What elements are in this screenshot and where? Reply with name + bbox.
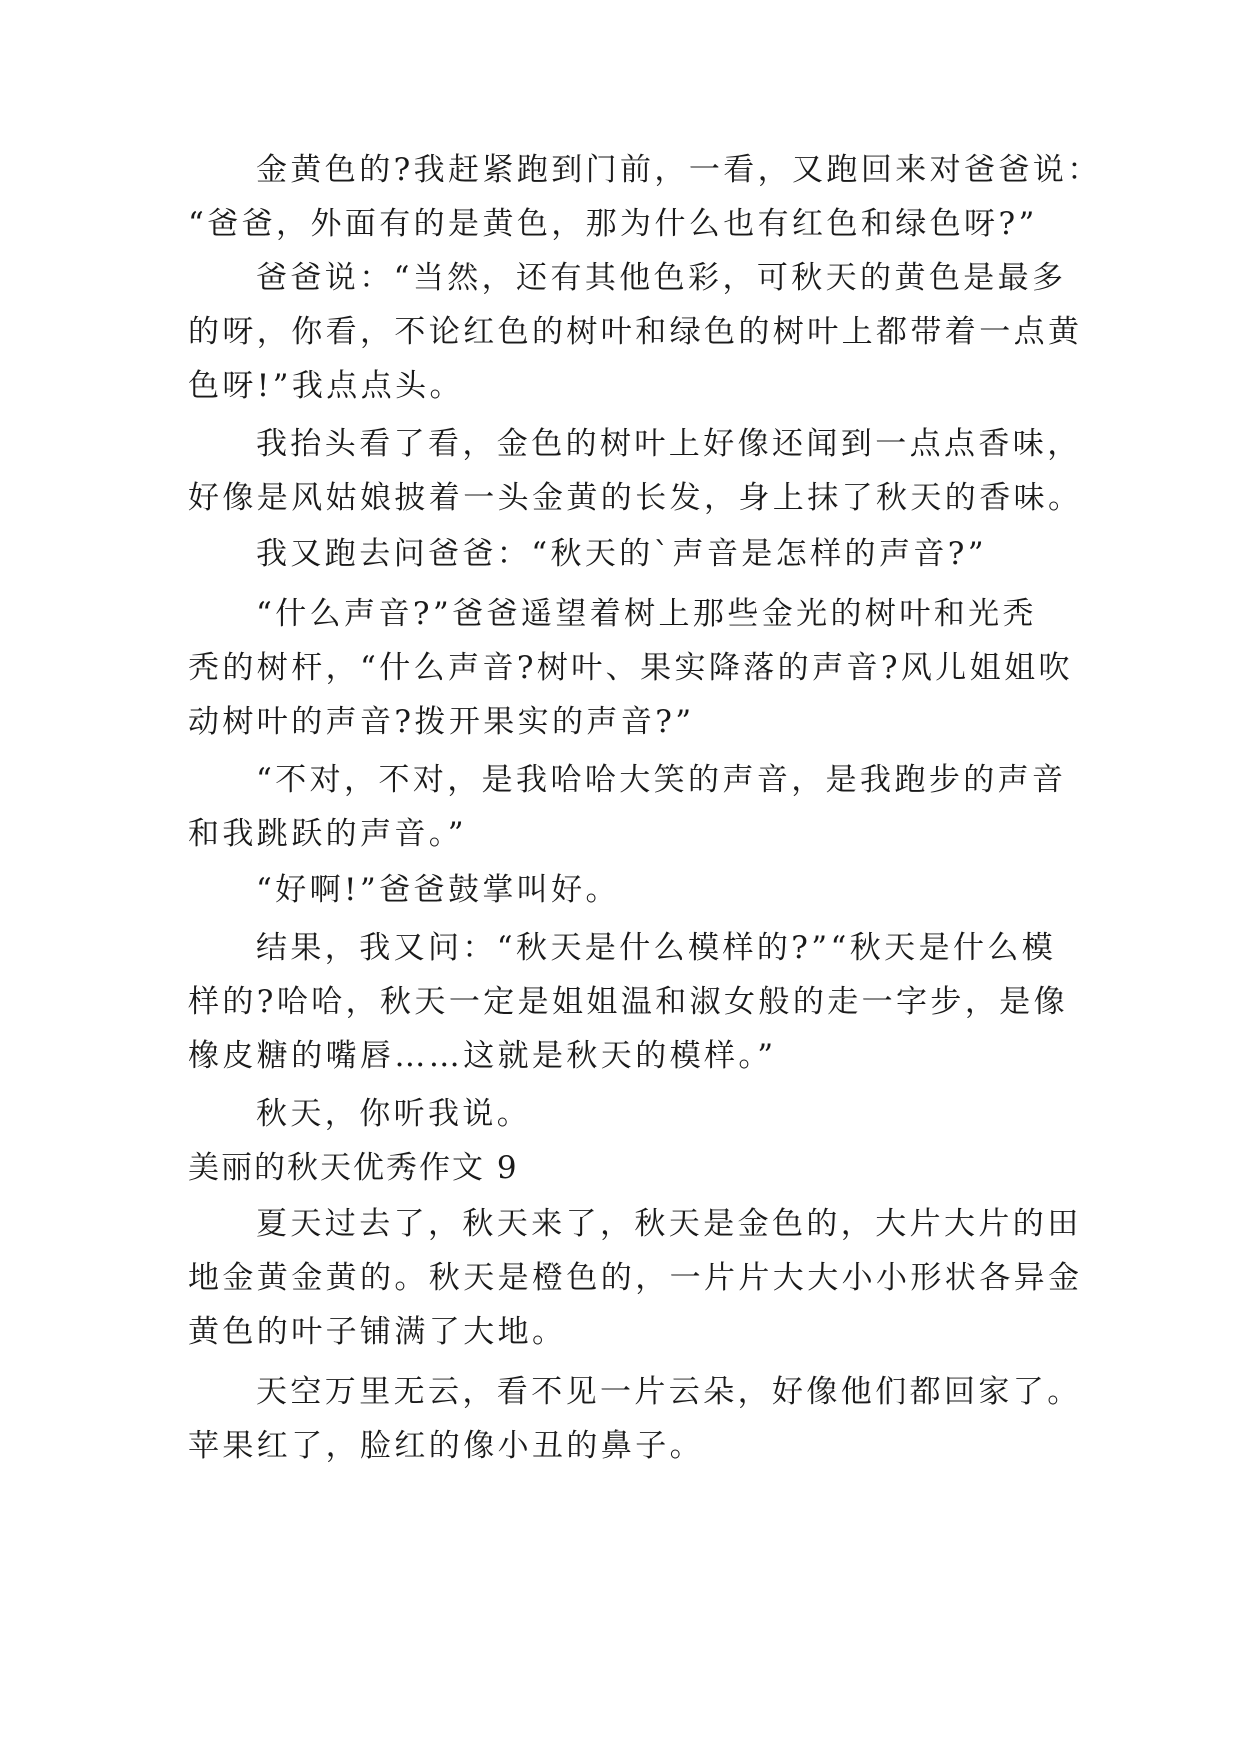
paragraph-line: 夏天过去了，秋天来了，秋天是金色的，大片大片的田 bbox=[256, 1206, 1082, 1242]
section-heading: 美丽的秋天优秀作文 9 bbox=[188, 1150, 519, 1186]
paragraph-line: 结果，我又问：“秋天是什么模样的?”“秋天是什么模 bbox=[256, 930, 1057, 966]
paragraph-line: 我抬头看了看，金色的树叶上好像还闻到一点点香味， bbox=[256, 426, 1082, 462]
paragraph-line: “爸爸，外面有的是黄色，那为什么也有红色和绿色呀?” bbox=[188, 206, 1038, 242]
paragraph-line: “不对，不对，是我哈哈大笑的声音，是我跑步的声音 bbox=[256, 762, 1067, 798]
paragraph-line: 样的?哈哈，秋天一定是姐姐温和淑女般的走一字步，是像 bbox=[188, 984, 1069, 1020]
paragraph-line: 地金黄金黄的。秋天是橙色的，一片片大大小小形状各异金 bbox=[188, 1260, 1083, 1296]
paragraph-line: “好啊!”爸爸鼓掌叫好。 bbox=[256, 872, 620, 908]
paragraph-line: 天空万里无云，看不见一片云朵，好像他们都回家了。 bbox=[256, 1374, 1082, 1410]
paragraph-line: 橡皮糖的嘴唇……这就是秋天的模样。” bbox=[188, 1038, 777, 1074]
paragraph-line: 金黄色的?我赶紧跑到门前，一看，又跑回来对爸爸说： bbox=[256, 152, 1102, 188]
paragraph-line: 色呀!”我点点头。 bbox=[188, 368, 464, 404]
paragraph-line: 动树叶的声音?拨开果实的声音?” bbox=[188, 704, 695, 740]
paragraph-line: 好像是风姑娘披着一头金黄的长发，身上抹了秋天的香味。 bbox=[188, 480, 1083, 516]
paragraph-line: 秋天，你听我说。 bbox=[256, 1096, 532, 1132]
paragraph-line: “什么声音?”爸爸遥望着树上那些金光的树叶和光秃 bbox=[256, 596, 1037, 632]
paragraph-line: 我又跑去问爸爸：“秋天的`声音是怎样的声音?” bbox=[256, 536, 988, 572]
paragraph-line: 爸爸说：“当然，还有其他色彩，可秋天的黄色是最多 bbox=[256, 260, 1067, 296]
paragraph-line: 苹果红了，脸红的像小丑的鼻子。 bbox=[188, 1428, 704, 1464]
paragraph-line: 的呀，你看，不论红色的树叶和绿色的树叶上都带着一点黄 bbox=[188, 314, 1083, 350]
paragraph-line: 秃的树杆，“什么声音?树叶、果实降落的声音?风儿姐姐吹 bbox=[188, 650, 1073, 686]
paragraph-line: 黄色的叶子铺满了大地。 bbox=[188, 1314, 567, 1350]
paragraph-line: 和我跳跃的声音。” bbox=[188, 816, 467, 852]
